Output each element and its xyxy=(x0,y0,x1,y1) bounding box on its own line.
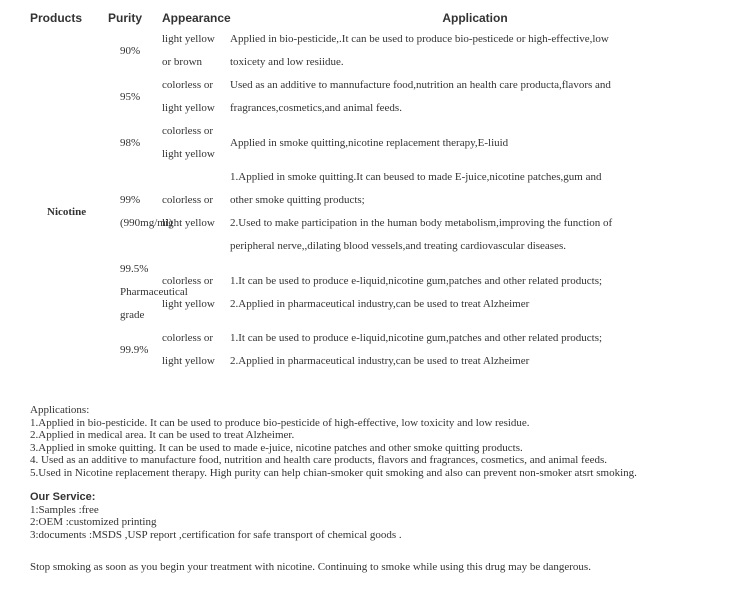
application-item: 3.Applied in smoke quitting. It can be used to made e-juice, nicotine patches and other smoke quitting products. xyxy=(30,441,523,454)
application-item: 4. Used as an additive to manufacture food, nutrition and health care products, flavors and fragrances, cosmetics, and animal feeds. xyxy=(30,454,607,467)
service-list xyxy=(30,504,730,542)
product-spec-table xyxy=(30,8,720,373)
table-row xyxy=(30,258,720,327)
purity-cell xyxy=(92,120,162,166)
application-line: 2.Used to make participation in the human body metabolism,improving the function of xyxy=(230,217,613,229)
product-cell xyxy=(30,28,92,74)
appearance-line: light yellow xyxy=(162,148,215,160)
application-cell xyxy=(230,120,720,166)
appearance-line: light yellow xyxy=(162,102,215,114)
application-line: 1.It can be used to produce e-liquid,nicotine gum,patches and other related products; xyxy=(230,274,603,287)
table-row xyxy=(30,28,720,74)
application-line: Applied in bio-pesticide,.It can be used to produce bio-pesticede or high-effective,low xyxy=(230,33,609,45)
purity-line: 99.5% xyxy=(120,263,149,275)
application-line: 2.Applied in pharmaceutical industry,can be used to treat Alzheimer xyxy=(230,355,530,367)
table-row xyxy=(30,74,720,120)
product-cell xyxy=(30,74,92,120)
application-line: Used as an additive to mannufacture food,nutrition an health care producta,flavors and xyxy=(230,79,611,91)
application-item: 2.Applied in medical area. It can be used to treat Alzheimer. xyxy=(30,429,295,442)
application-line: toxicety and low resiidue. xyxy=(230,56,344,68)
appearance-line: or brown xyxy=(162,56,203,68)
application-line: fragrances,cosmetics,and animal feeds. xyxy=(230,102,402,114)
product-cell xyxy=(30,327,92,373)
application-line: other smoke quitting products; xyxy=(230,194,365,206)
appearance-cell xyxy=(162,258,230,327)
application-item: 5.Used in Nicotine replacement therapy. High purity can help chian-smoker quit smoking and also can prevent non-smoker atsrt smoking. xyxy=(30,466,637,479)
info-section xyxy=(30,404,730,574)
appearance-line: colorless or xyxy=(162,332,214,344)
product-name: Nicotine xyxy=(47,205,87,218)
service-item: 2:OEM :customized printing xyxy=(30,516,157,529)
service-item: 3:documents :MSDS ,USP report ,certification for safe transport of chemical goods . xyxy=(30,528,402,541)
header-products: Products xyxy=(30,11,83,25)
appearance-line: light yellow xyxy=(162,217,215,229)
purity-line: grade xyxy=(120,309,145,321)
applications-list xyxy=(30,417,730,480)
appearance-cell xyxy=(162,74,230,120)
purity-line: 98% xyxy=(120,136,141,149)
application-line: 2.Applied in pharmaceutical industry,can be used to treat Alzheimer xyxy=(230,297,530,310)
appearance-line: colorless or xyxy=(162,194,214,206)
appearance-cell xyxy=(162,120,230,166)
appearance-line: colorless or xyxy=(162,125,214,137)
application-cell xyxy=(230,28,720,74)
purity-line: 99.9% xyxy=(120,343,149,356)
service-item: 1:Samples :free xyxy=(30,503,99,516)
application-line: Applied in smoke quitting,nicotine replacement therapy,E-liuid xyxy=(230,136,509,149)
purity-line: 90% xyxy=(120,44,141,57)
header-application: Application xyxy=(442,11,508,25)
table-header-row xyxy=(30,8,720,28)
appearance-cell xyxy=(162,327,230,373)
application-cell xyxy=(230,74,720,120)
appearance-line: light yellow xyxy=(162,355,215,367)
warning-text: Stop smoking as soon as you begin your treatment with nicotine. Continuing to smoke while using this drug may be dangerous. xyxy=(30,561,591,574)
purity-line: (990mg/ml) xyxy=(120,217,173,229)
product-cell xyxy=(30,120,92,166)
appearance-cell xyxy=(162,166,230,258)
purity-cell xyxy=(92,327,162,373)
header-appearance: Appearance xyxy=(162,11,231,25)
header-purity: Purity xyxy=(108,11,143,25)
application-line: 1.It can be used to produce e-liquid,nicotine gum,patches and other related products; xyxy=(230,332,603,344)
application-cell xyxy=(230,327,720,373)
application-cell xyxy=(230,258,720,327)
appearance-line: colorless or xyxy=(162,79,214,91)
purity-line: Pharmaceutical xyxy=(120,286,188,298)
application-cell xyxy=(230,166,720,258)
purity-line: 95% xyxy=(120,90,141,103)
appearance-line: light yellow xyxy=(162,297,215,310)
purity-cell xyxy=(92,166,173,258)
application-line: 1.Applied in smoke quitting.It can beused to made E-juice,nicotine patches,gum and xyxy=(230,171,602,183)
application-item: 1.Applied in bio-pesticide. It can be used to produce bio-pesticide of high-effective, low toxicity and low residue. xyxy=(30,416,530,429)
table-row xyxy=(30,327,720,373)
table-row xyxy=(30,166,720,258)
service-heading: Our Service: xyxy=(30,490,96,503)
application-line: peripheral nerve,,dilating blood vessels,and treating cardiovascular diseases. xyxy=(230,240,566,252)
purity-line: 99% xyxy=(120,194,141,206)
appearance-cell xyxy=(162,28,230,74)
table-row xyxy=(30,120,720,166)
purity-cell xyxy=(92,74,162,120)
applications-heading: Applications: xyxy=(30,404,90,416)
appearance-line: light yellow xyxy=(162,33,215,45)
appearance-line: colorless or xyxy=(162,274,214,287)
product-cell xyxy=(30,166,92,258)
product-cell xyxy=(30,258,92,327)
purity-cell xyxy=(92,28,162,74)
